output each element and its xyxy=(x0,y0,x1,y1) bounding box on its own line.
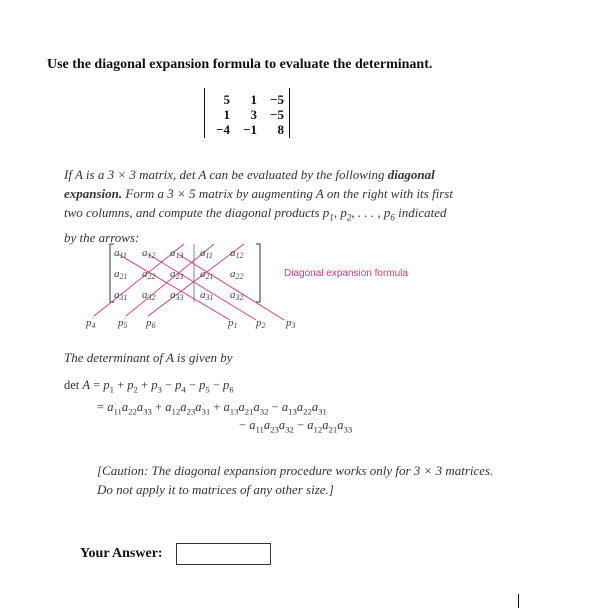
matrix-cell: −4 xyxy=(216,122,230,137)
matrix-cell: 8 xyxy=(277,122,284,137)
svg-text:a23: a23 xyxy=(170,268,184,281)
svg-text:a12: a12 xyxy=(230,247,244,260)
question-title: Use the diagonal expansion formula to evaluate the determinant. xyxy=(47,57,433,72)
svg-text:a22: a22 xyxy=(142,268,156,281)
svg-text:a32: a32 xyxy=(142,289,156,302)
matrix-cell: 1 xyxy=(223,107,230,122)
diagram-label: Diagonal expansion formula xyxy=(284,268,408,279)
diagonal-expansion-diagram xyxy=(80,240,310,332)
det-formula-line-1: $\det A = p_1 + p_2 + p_3 - p_4 - p_5 - p_6$ xyxy=(64,378,234,395)
svg-text:a11: a11 xyxy=(200,247,213,260)
svg-text:p6: p6 xyxy=(146,317,156,330)
det-formula-line-2: = $a_{11}a_{22}a_{33} + a_{12}a_{23}a_{31} + a_{13}a_{21}a_{32} - a_{13}a_{22}a_{31}$ xyxy=(97,400,327,417)
svg-text:a31: a31 xyxy=(114,289,128,302)
left-det-bar xyxy=(204,88,205,138)
det-formula-line-3: − $a_{11}a_{23}a_{32} - a_{12}a_{21}a_{33}$ xyxy=(239,418,353,435)
matrix-cell: −5 xyxy=(270,92,284,107)
answer-label: Your Answer: xyxy=(80,546,163,561)
svg-text:p2: p2 xyxy=(256,317,266,330)
svg-text:p5: p5 xyxy=(118,317,128,330)
svg-text:a32: a32 xyxy=(230,289,244,302)
svg-text:a22: a22 xyxy=(230,268,244,281)
svg-text:a21: a21 xyxy=(114,268,128,281)
determinant-matrix xyxy=(204,88,290,138)
svg-text:a13: a13 xyxy=(170,247,184,260)
svg-text:a11: a11 xyxy=(114,247,127,260)
matrix-cell: −1 xyxy=(243,122,257,137)
svg-text:a33: a33 xyxy=(170,289,184,302)
matrix-cell: 5 xyxy=(223,92,230,107)
matrix-cell: 1 xyxy=(250,92,257,107)
right-det-bar xyxy=(289,88,290,138)
determinant-intro: The determinant of A is given by xyxy=(64,350,233,365)
text-cursor xyxy=(518,594,519,608)
svg-text:p1: p1 xyxy=(228,317,238,330)
matrix-cell: −5 xyxy=(270,107,284,122)
svg-text:p4: p4 xyxy=(86,317,96,330)
svg-text:a31: a31 xyxy=(200,289,214,302)
svg-text:a12: a12 xyxy=(142,247,156,260)
answer-input[interactable] xyxy=(176,543,271,565)
svg-text:p3: p3 xyxy=(286,317,296,330)
svg-text:a21: a21 xyxy=(200,268,214,281)
caution-note: [Caution: The diagonal expansion procedure works only for 3 × 3 matrices. Do not apply it to matrices of any other size.] xyxy=(97,463,494,497)
explanation-paragraph: If A is a 3 × 3 matrix, det A can be evaluated by the following diagonal expansion. Form a 3 × 5 matrix by augmenting A on the right with its first two columns, and compute the diagonal products $p_1$, $p_2$, . . . , $p_6$ indicated by the arrows: xyxy=(64,167,453,245)
matrix-cell: 3 xyxy=(250,107,257,122)
